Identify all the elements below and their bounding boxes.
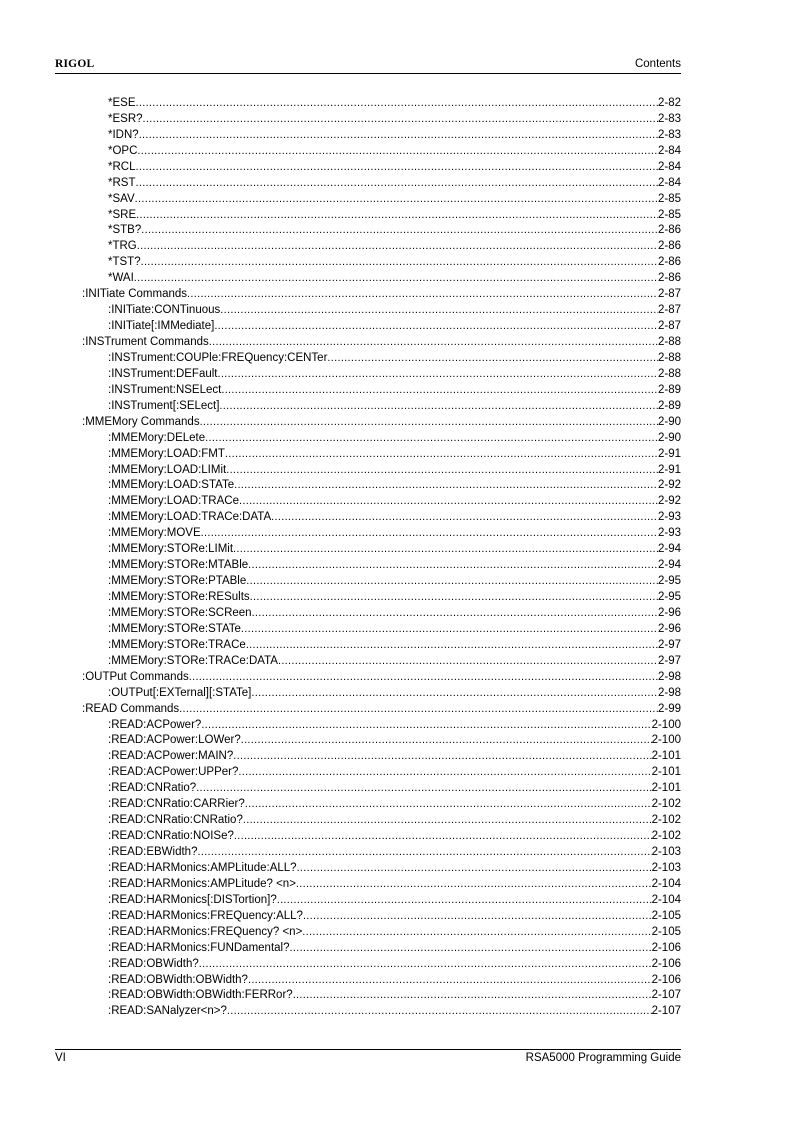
toc-entry-title: *WAI bbox=[108, 272, 134, 285]
dot-leader bbox=[200, 416, 658, 429]
toc-entry-title: :MMEMory:STORe:LIMit bbox=[108, 543, 234, 556]
toc-entry[interactable] bbox=[55, 206, 681, 222]
toc-entry-page: 2-107 bbox=[651, 989, 681, 1002]
toc-entry[interactable] bbox=[55, 588, 681, 604]
dot-leader bbox=[226, 464, 658, 477]
toc-entry-title: :INITiate[:IMMediate] bbox=[108, 320, 215, 333]
toc-entry-page: 2-89 bbox=[657, 399, 681, 412]
dot-leader bbox=[297, 862, 652, 875]
toc-entry-page: 2-90 bbox=[657, 415, 681, 428]
toc-entry-page: 2-88 bbox=[657, 336, 681, 348]
dot-leader bbox=[241, 734, 652, 747]
dot-leader bbox=[233, 750, 651, 763]
toc-entry-title: :INSTrument:COUPle:FREQuency:CENTer bbox=[108, 351, 328, 364]
dot-leader bbox=[221, 384, 658, 397]
toc-entry[interactable] bbox=[55, 572, 681, 588]
dot-leader bbox=[134, 272, 658, 285]
toc-entry-page: 2-88 bbox=[657, 351, 681, 364]
toc-entry[interactable] bbox=[55, 508, 681, 524]
toc-entry-title: :MMEMory:STORe:STATe bbox=[108, 622, 241, 635]
toc-entry-title: :MMEMory:STORe:SCReen bbox=[108, 606, 252, 619]
toc-entry[interactable] bbox=[55, 636, 681, 652]
toc-entry-page: 2-95 bbox=[657, 575, 681, 588]
toc-entry-title: :READ:HARMonics:FREQuency? <n> bbox=[108, 925, 303, 938]
toc-entry-page: 2-91 bbox=[657, 463, 681, 476]
toc-entry-title: :INSTrument:DEFault bbox=[108, 367, 218, 380]
toc-entry-title: :READ:OBWidth:OBWidth? bbox=[108, 973, 248, 986]
toc-entry-title: :MMEMory:STORe:MTABle bbox=[108, 559, 249, 572]
dot-leader bbox=[201, 719, 651, 732]
toc-entry-title: :INSTrument[:SELect] bbox=[108, 399, 220, 412]
toc-entry-page: 2-90 bbox=[657, 431, 681, 444]
section-title: Contents bbox=[634, 58, 681, 70]
page-number: VI bbox=[55, 1052, 66, 1064]
toc-entry-page: 2-84 bbox=[657, 144, 681, 157]
dot-leader bbox=[136, 209, 658, 222]
toc-entry[interactable] bbox=[55, 939, 681, 955]
toc-entry-page: 2-102 bbox=[651, 830, 681, 843]
toc-entry[interactable] bbox=[55, 429, 681, 445]
toc-entry[interactable] bbox=[55, 381, 681, 397]
toc-entry-title: :MMEMory:MOVE bbox=[108, 527, 201, 540]
toc-entry-title: :INITiate Commands bbox=[82, 288, 188, 301]
page-header bbox=[55, 56, 681, 72]
toc-entry[interactable] bbox=[55, 477, 681, 493]
toc-section-entry[interactable] bbox=[55, 285, 681, 301]
toc-entry-page: 2-104 bbox=[651, 893, 681, 906]
toc-entry-page: 2-83 bbox=[657, 112, 681, 125]
toc-entry-page: 2-86 bbox=[657, 224, 681, 237]
toc-entry[interactable] bbox=[55, 253, 681, 269]
toc-entry[interactable] bbox=[55, 843, 681, 859]
toc-entry[interactable] bbox=[55, 301, 681, 317]
toc-entry-page: 2-86 bbox=[657, 272, 681, 285]
toc-entry[interactable] bbox=[55, 795, 681, 811]
toc-entry-page: 2-105 bbox=[651, 925, 681, 938]
toc-entry[interactable] bbox=[55, 716, 681, 732]
toc-entry[interactable] bbox=[55, 110, 681, 126]
toc-entry-page: 2-95 bbox=[657, 591, 681, 603]
toc-entry-title: :INSTrument:NSELect bbox=[108, 383, 222, 396]
toc-entry-page: 2-82 bbox=[657, 96, 681, 109]
toc-entry[interactable] bbox=[55, 126, 681, 142]
toc-entry[interactable] bbox=[55, 859, 681, 875]
toc-entry-page: 2-102 bbox=[651, 814, 681, 827]
dot-leader bbox=[137, 145, 658, 158]
toc-entry-title: *RST bbox=[108, 176, 136, 189]
toc-entry-title: :READ:HARMonics:FUNDamental? bbox=[108, 941, 290, 954]
toc-section-entry[interactable] bbox=[55, 333, 681, 349]
toc-entry-title: :MMEMory:LOAD:TRACe:DATA bbox=[108, 511, 272, 524]
header-rule bbox=[55, 73, 681, 74]
toc-entry-title: :READ:CNRatio:CNRatio? bbox=[108, 814, 243, 827]
dot-leader bbox=[245, 798, 652, 811]
toc-entry[interactable] bbox=[55, 652, 681, 668]
toc-entry-page: 2-106 bbox=[651, 957, 681, 970]
dot-leader bbox=[277, 894, 652, 907]
toc-entry[interactable] bbox=[55, 987, 681, 1003]
table-of-contents bbox=[55, 94, 681, 1018]
toc-entry[interactable] bbox=[55, 684, 681, 700]
toc-entry[interactable] bbox=[55, 190, 681, 206]
toc-entry-page: 2-97 bbox=[657, 638, 681, 651]
toc-entry[interactable] bbox=[55, 524, 681, 540]
toc-entry[interactable] bbox=[55, 174, 681, 190]
toc-entry[interactable] bbox=[55, 365, 681, 381]
dot-leader bbox=[227, 1005, 652, 1018]
toc-entry-title: :OUTPut[:EXTernal][:STATe] bbox=[108, 686, 252, 699]
toc-entry[interactable] bbox=[55, 923, 681, 939]
dot-leader bbox=[290, 942, 652, 955]
toc-entry-page: 2-96 bbox=[657, 622, 681, 635]
toc-entry-title: :READ:CNRatio:CARRier? bbox=[108, 798, 245, 811]
toc-entry-page: 2-91 bbox=[657, 447, 681, 460]
toc-entry-title: :READ:SANalyzer<n>? bbox=[108, 1005, 227, 1018]
toc-entry-page: 2-106 bbox=[651, 973, 681, 986]
page-footer bbox=[55, 1052, 681, 1068]
dot-leader bbox=[327, 352, 658, 365]
toc-entry-title: :READ:CNRatio? bbox=[108, 782, 197, 795]
dot-leader bbox=[234, 479, 658, 492]
toc-entry-page: 2-103 bbox=[651, 861, 681, 874]
toc-entry-title: :OUTPut Commands bbox=[82, 670, 189, 683]
toc-entry[interactable] bbox=[55, 763, 681, 779]
dot-leader bbox=[218, 368, 658, 381]
dot-leader bbox=[246, 639, 658, 652]
toc-entry-title: *IDN? bbox=[108, 128, 139, 141]
dot-leader bbox=[239, 495, 658, 508]
toc-entry-page: 2-101 bbox=[651, 750, 681, 763]
dot-leader bbox=[219, 400, 658, 413]
dot-leader bbox=[141, 256, 658, 269]
toc-entry-page: 2-83 bbox=[657, 128, 681, 141]
toc-entry-title: :READ:EBWidth? bbox=[108, 846, 198, 858]
toc-entry-page: 2-87 bbox=[657, 288, 681, 301]
dot-leader bbox=[187, 288, 658, 301]
toc-entry[interactable] bbox=[55, 779, 681, 795]
toc-entry-title: :READ:ACPower? bbox=[108, 718, 202, 731]
dot-leader bbox=[143, 113, 658, 126]
toc-entry-title: *ESE bbox=[108, 96, 136, 109]
toc-entry-page: 2-84 bbox=[657, 160, 681, 173]
guide-title: RSA5000 Programming Guide bbox=[525, 1052, 681, 1064]
toc-entry[interactable] bbox=[55, 556, 681, 572]
toc-entry-title: *OPC bbox=[108, 144, 138, 157]
toc-entry[interactable] bbox=[55, 747, 681, 763]
toc-entry-page: 2-93 bbox=[657, 527, 681, 540]
toc-entry[interactable] bbox=[55, 971, 681, 987]
toc-entry-title: :MMEMory:LOAD:LIMit bbox=[108, 463, 227, 476]
dot-leader bbox=[197, 846, 651, 859]
brand-logo-text: RIGOL bbox=[55, 58, 95, 70]
toc-entry-title: :READ:HARMonics:AMPLitude? <n> bbox=[108, 877, 296, 890]
toc-entry-title: *TRG bbox=[108, 240, 137, 253]
toc-entry[interactable] bbox=[55, 811, 681, 827]
toc-entry[interactable] bbox=[55, 317, 681, 333]
toc-entry-page: 2-89 bbox=[657, 383, 681, 396]
dot-leader bbox=[293, 989, 652, 1002]
toc-entry[interactable] bbox=[55, 158, 681, 174]
toc-entry-title: :MMEMory:STORe:TRACe bbox=[108, 638, 246, 651]
toc-entry-page: 2-87 bbox=[657, 320, 681, 333]
toc-entry-title: *ESR? bbox=[108, 112, 143, 125]
toc-section-entry[interactable] bbox=[55, 700, 681, 716]
dot-leader bbox=[233, 543, 658, 556]
toc-entry[interactable] bbox=[55, 827, 681, 843]
toc-entry-page: 2-103 bbox=[651, 846, 681, 858]
toc-entry-page: 2-84 bbox=[657, 176, 681, 189]
toc-entry-title: :MMEMory:STORe:TRACe:DATA bbox=[108, 654, 278, 667]
toc-entry-page: 2-102 bbox=[651, 798, 681, 811]
toc-entry-title: :READ:OBWidth? bbox=[108, 957, 199, 970]
toc-entry-page: 2-93 bbox=[657, 511, 681, 524]
toc-entry[interactable] bbox=[55, 955, 681, 971]
toc-entry[interactable] bbox=[55, 1002, 681, 1018]
toc-entry[interactable] bbox=[55, 492, 681, 508]
dot-leader bbox=[303, 910, 652, 923]
toc-entry[interactable] bbox=[55, 94, 681, 110]
dot-leader bbox=[199, 958, 652, 971]
toc-entry[interactable] bbox=[55, 397, 681, 413]
toc-entry-title: :MMEMory:LOAD:FMT bbox=[108, 447, 225, 460]
toc-entry-page: 2-87 bbox=[657, 304, 681, 317]
dot-leader bbox=[302, 926, 651, 939]
toc-entry-title: :MMEMory:STORe:PTABle bbox=[108, 575, 247, 588]
dot-leader bbox=[238, 766, 651, 779]
toc-entry-page: 2-85 bbox=[657, 208, 681, 221]
toc-entry-page: 2-100 bbox=[651, 734, 681, 747]
toc-entry-title: *RCL bbox=[108, 160, 136, 173]
dot-leader bbox=[225, 448, 658, 461]
toc-entry-title: :MMEMory:LOAD:TRACe bbox=[108, 495, 239, 508]
toc-entry-title: *TST? bbox=[108, 256, 141, 269]
toc-entry-title: :READ:HARMonics[:DISTortion]? bbox=[108, 893, 277, 906]
dot-leader bbox=[209, 336, 658, 349]
toc-entry[interactable] bbox=[55, 891, 681, 907]
toc-section-entry[interactable] bbox=[55, 668, 681, 684]
toc-entry-title: :READ Commands bbox=[82, 702, 180, 715]
dot-leader bbox=[201, 527, 658, 540]
dot-leader bbox=[241, 623, 658, 636]
toc-entry-title: *SAV bbox=[108, 192, 135, 205]
toc-entry-page: 2-98 bbox=[657, 686, 681, 699]
dot-leader bbox=[246, 575, 658, 588]
toc-entry[interactable] bbox=[55, 222, 681, 238]
toc-entry-page: 2-97 bbox=[657, 654, 681, 667]
toc-entry[interactable] bbox=[55, 269, 681, 285]
dot-leader bbox=[136, 97, 658, 110]
toc-entry-title: :INSTrument Commands bbox=[82, 336, 209, 348]
toc-entry-page: 2-99 bbox=[657, 702, 681, 715]
toc-entry[interactable] bbox=[55, 732, 681, 748]
toc-entry-page: 2-98 bbox=[657, 670, 681, 683]
toc-entry-title: :READ:ACPower:UPPer? bbox=[108, 766, 239, 779]
toc-entry-title: :READ:OBWidth:OBWidth:FERRor? bbox=[108, 989, 293, 1002]
dot-leader bbox=[214, 320, 658, 333]
dot-leader bbox=[139, 129, 658, 142]
dot-leader bbox=[248, 974, 652, 987]
dot-leader bbox=[189, 671, 658, 684]
toc-entry[interactable] bbox=[55, 875, 681, 891]
dot-leader bbox=[220, 304, 658, 317]
toc-entry-page: 2-104 bbox=[651, 877, 681, 890]
dot-leader bbox=[137, 240, 658, 253]
toc-entry-page: 2-86 bbox=[657, 240, 681, 253]
dot-leader bbox=[196, 782, 651, 795]
dot-leader bbox=[296, 878, 652, 891]
toc-entry-page: 2-85 bbox=[657, 192, 681, 205]
dot-leader bbox=[135, 161, 657, 174]
toc-entry-page: 2-88 bbox=[657, 367, 681, 380]
toc-entry-page: 2-92 bbox=[657, 479, 681, 492]
toc-entry-title: *STB? bbox=[108, 224, 142, 237]
dot-leader bbox=[278, 655, 658, 668]
toc-entry-title: *SRE bbox=[108, 208, 137, 221]
dot-leader bbox=[205, 432, 658, 445]
toc-entry[interactable] bbox=[55, 237, 681, 253]
toc-entry[interactable] bbox=[55, 461, 681, 477]
footer-rule bbox=[55, 1049, 681, 1050]
toc-entry-title: :MMEMory:STORe:RESults bbox=[108, 591, 250, 603]
toc-entry-page: 2-106 bbox=[651, 941, 681, 954]
dot-leader bbox=[251, 687, 658, 700]
toc-entry-title: :READ:ACPower:MAIN? bbox=[108, 750, 234, 763]
toc-entry-page: 2-101 bbox=[651, 766, 681, 779]
toc-entry[interactable] bbox=[55, 445, 681, 461]
toc-entry-page: 2-86 bbox=[657, 256, 681, 269]
toc-entry-page: 2-96 bbox=[657, 606, 681, 619]
toc-entry-title: :MMEMory:LOAD:STATe bbox=[108, 479, 235, 492]
toc-entry[interactable] bbox=[55, 540, 681, 556]
toc-entry[interactable] bbox=[55, 142, 681, 158]
dot-leader bbox=[179, 703, 658, 716]
dot-leader bbox=[252, 607, 658, 620]
dot-leader bbox=[141, 224, 658, 237]
toc-entry-title: :INITiate:CONTinuous bbox=[108, 304, 221, 317]
toc-entry-page: 2-105 bbox=[651, 909, 681, 922]
toc-entry-page: 2-92 bbox=[657, 495, 681, 508]
toc-entry-page: 2-94 bbox=[657, 543, 681, 556]
toc-entry-page: 2-107 bbox=[651, 1005, 681, 1018]
toc-entry-title: :READ:ACPower:LOWer? bbox=[108, 734, 241, 747]
toc-entry-title: :READ:HARMonics:FREQuency:ALL? bbox=[108, 909, 303, 922]
toc-entry-title: :MMEMory Commands bbox=[82, 415, 200, 428]
dot-leader bbox=[135, 193, 658, 206]
dot-leader bbox=[250, 591, 658, 604]
toc-entry-page: 2-101 bbox=[651, 782, 681, 795]
toc-entry-title: :MMEMory:DELete bbox=[108, 431, 206, 444]
toc-entry-title: :READ:HARMonics:AMPLitude:ALL? bbox=[108, 861, 297, 874]
toc-entry[interactable] bbox=[55, 907, 681, 923]
dot-leader bbox=[243, 814, 652, 827]
dot-leader bbox=[248, 559, 658, 572]
toc-entry-page: 2-100 bbox=[651, 718, 681, 731]
toc-entry-page: 2-94 bbox=[657, 559, 681, 572]
toc-entry[interactable] bbox=[55, 620, 681, 636]
toc-entry[interactable] bbox=[55, 349, 681, 365]
dot-leader bbox=[271, 511, 658, 524]
dot-leader bbox=[135, 177, 657, 190]
toc-entry[interactable] bbox=[55, 604, 681, 620]
dot-leader bbox=[234, 830, 652, 843]
toc-section-entry[interactable] bbox=[55, 413, 681, 429]
toc-entry-title: :READ:CNRatio:NOISe? bbox=[108, 830, 234, 843]
